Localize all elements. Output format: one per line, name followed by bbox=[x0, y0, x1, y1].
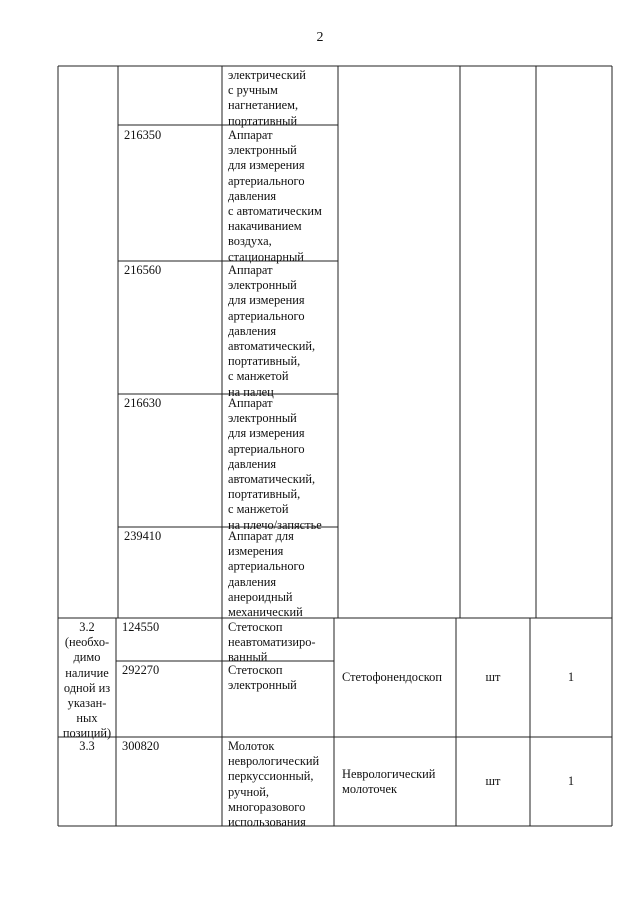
table-cell-code: 300820 bbox=[122, 739, 160, 753]
table-cell-desc: Аппарат электронный для измерения артериального давления автоматический, портативный, с манжетой на палец bbox=[228, 263, 316, 399]
table-cell-name: Стетофонендоскоп bbox=[342, 670, 442, 684]
table-cell-desc: Аппарат для измерения артериального давления анероидный механический bbox=[228, 529, 305, 620]
table-cell-qty: 1 bbox=[567, 670, 575, 684]
table-cell-code: 216630 bbox=[124, 396, 162, 410]
table-cell-qty: 1 bbox=[567, 774, 575, 788]
table-cell-unit: шт bbox=[485, 670, 501, 684]
table-cell-desc: Аппарат электронный для измерения артериального давления с автоматическим накачиванием воздуха, стационарный bbox=[228, 128, 322, 264]
table-cell-code: 216560 bbox=[124, 263, 162, 277]
table-cell-code: 292270 bbox=[122, 663, 160, 677]
table-cell-code: 239410 bbox=[124, 529, 162, 543]
table-cell-desc: Стетоскоп неавтоматизиро- ванный bbox=[228, 620, 316, 665]
table-cell-desc: Молоток неврологический перкуссионный, ручной, многоразового использования bbox=[228, 739, 320, 830]
table-cell-num: 3.2 (необхо- димо наличие одной из указан- ных позиций) bbox=[62, 620, 112, 741]
table-cell-desc: электрический с ручным нагнетанием, портативный bbox=[228, 68, 306, 128]
table-cell-code: 124550 bbox=[122, 620, 160, 634]
page-number: 2 bbox=[316, 30, 324, 45]
table-cell-desc: Стетоскоп электронный bbox=[228, 663, 297, 693]
table-cell-unit: шт bbox=[485, 774, 501, 788]
table-cell-name: Неврологический молоточек bbox=[342, 767, 436, 797]
table-cell-code: 216350 bbox=[124, 128, 162, 142]
table-cell-num: 3.3 bbox=[79, 739, 95, 753]
table-cell-desc: Аппарат электронный для измерения артериального давления автоматический, портативный, с манжетой на плечо/запястье bbox=[228, 396, 322, 532]
